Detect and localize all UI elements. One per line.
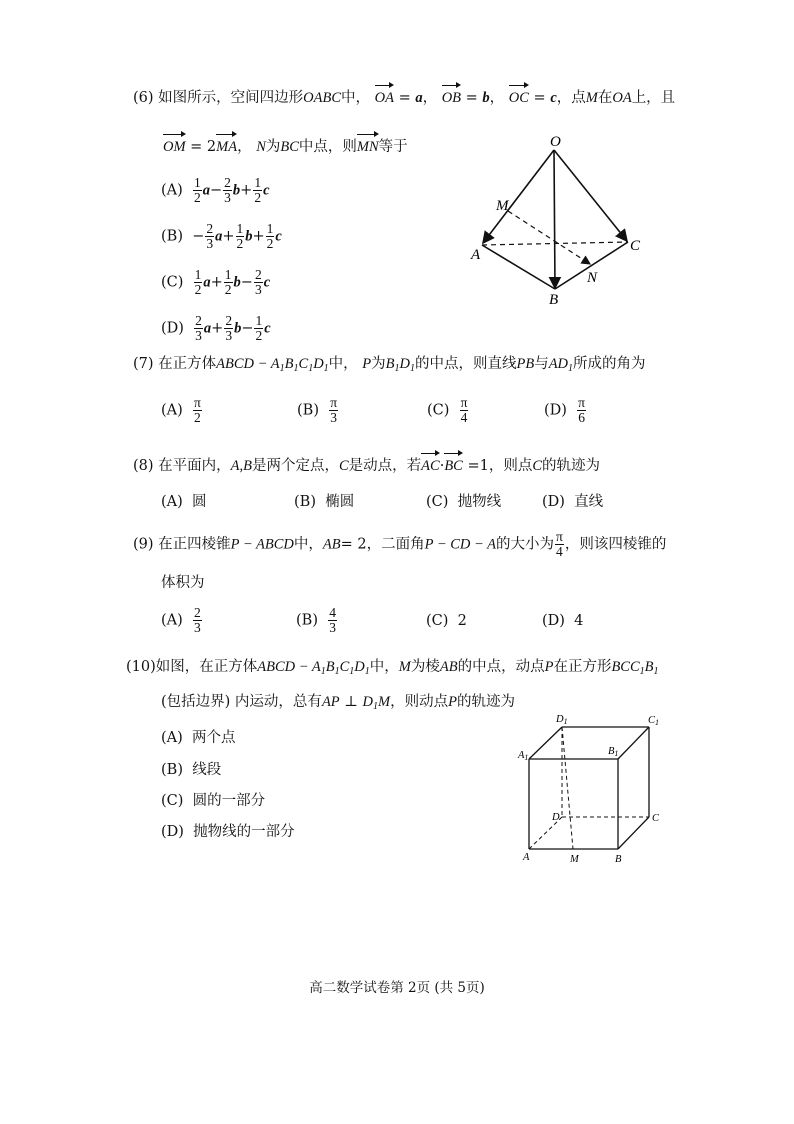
label-M: M (570, 854, 579, 865)
label-M: M (496, 198, 509, 214)
page-footer: 高二数学试卷第 2页 (共 5页) (309, 980, 485, 996)
label-C: C (630, 238, 641, 254)
q6-stem-line1: (6) 如图所示，空间四边形OABC中， OA = a， OB = b， OC = c，点M在OA上，且 (133, 90, 676, 106)
q6-option-c[interactable]: (C) $\frac{1}{2}$ a+ $\frac{1}{2}$ b− $\frac{2}{3}$ c (161, 267, 271, 297)
q10-option-d[interactable]: (D) 抛物线的一部分 (161, 824, 295, 840)
label-C: C (652, 813, 660, 824)
q6-option-d[interactable]: (D) $\frac{2}{3}$ a+ $\frac{2}{3}$ b− $\frac{1}{2}$ c (161, 313, 271, 343)
q9-stem-line1: (9) 在正四棱锥P − ABCD中，AB= 2，二面角P − CD − A的大小为 $\frac{\pi}{4}$ ，则该四棱锥的 (133, 529, 667, 559)
label-O: O (550, 134, 561, 150)
q6-option-a[interactable]: (A) $\frac{1}{2}$ a− $\frac{2}{3}$ b+ $\frac{1}{2}$ c (161, 175, 270, 205)
edge-AB (482, 245, 555, 289)
q9-option-d[interactable]: (D) 4 (542, 613, 584, 629)
edge-B1C1 (618, 727, 649, 759)
q9-option-a[interactable]: (A) $\frac{2}{3}$ (161, 605, 201, 635)
q6-tetrahedron-figure (460, 128, 660, 313)
q10-option-a[interactable]: (A) 两个点 (161, 730, 236, 746)
q7-option-a[interactable]: (A) $\frac{\pi}{2}$ (161, 395, 201, 425)
q10-cube-figure (512, 708, 672, 868)
vector-MN-dashed (508, 211, 590, 264)
edge-A1D1 (529, 727, 562, 759)
q10-option-c[interactable]: (C) 圆的一部分 (161, 793, 266, 809)
q7-option-d[interactable]: (D) $\frac{\pi}{6}$ (544, 395, 585, 425)
q7-option-c[interactable]: (C) $\frac{\pi}{4}$ (427, 395, 468, 425)
q8-option-a[interactable]: (A) 圆 (161, 494, 207, 510)
q9-option-b[interactable]: (B) $\frac{4}{3}$ (296, 605, 336, 635)
segment-D1M-dashed (562, 727, 573, 849)
edge-OB (554, 150, 555, 288)
label-B: B (615, 854, 622, 865)
q8-stem: (8) 在平面内，A,B是两个定点，C是动点，若AC·BC =1，则点C的轨迹为 (133, 458, 600, 474)
label-B: B (549, 292, 559, 308)
edge-BC (618, 817, 649, 849)
q9-option-c[interactable]: (C) 2 (426, 613, 467, 629)
label-A1: A1 (518, 750, 529, 762)
q8-option-c[interactable]: (C) 抛物线 (426, 494, 502, 510)
q6-option-b[interactable]: (B) − $\frac{2}{3}$ a+ $\frac{1}{2}$ b+ $\frac{1}{2}$ c (161, 221, 282, 251)
label-B1: B1 (608, 746, 619, 758)
q10-stem-line2: (包括边界) 内运动，总有AP ⊥ $D_1M$，则动点P的轨迹为 (161, 694, 515, 712)
q10-option-b[interactable]: (B) 线段 (161, 762, 222, 778)
label-D: D (552, 812, 560, 823)
label-A: A (523, 852, 530, 863)
q6-stem-line2: OM = 2MA， N为BC中点，则MN等于 (163, 139, 408, 155)
label-C1: C1 (648, 715, 660, 727)
edge-OA (483, 150, 554, 243)
label-D1: D1 (556, 714, 568, 726)
q9-stem-line2: 体积为 (161, 575, 205, 591)
q7-option-b[interactable]: (B) $\frac{\pi}{3}$ (297, 395, 338, 425)
q7-stem: (7) 在正方体ABCD − $A_1B_1C_1D_1$中， P为$B_1D_1$的中点，则直线PB与$AD_1$所成的角为 (133, 356, 646, 374)
q10-stem-line1: (10)如图，在正方体ABCD − $A_1B_1C_1D_1$中，M为棱AB的中点，动点P在正方形$BCC_1B_1$ (126, 659, 659, 677)
label-A: A (471, 247, 481, 263)
edge-OC (554, 150, 627, 241)
q8-option-b[interactable]: (B) 椭圆 (294, 494, 355, 510)
q8-option-d[interactable]: (D) 直线 (542, 494, 604, 510)
label-N: N (587, 270, 598, 286)
